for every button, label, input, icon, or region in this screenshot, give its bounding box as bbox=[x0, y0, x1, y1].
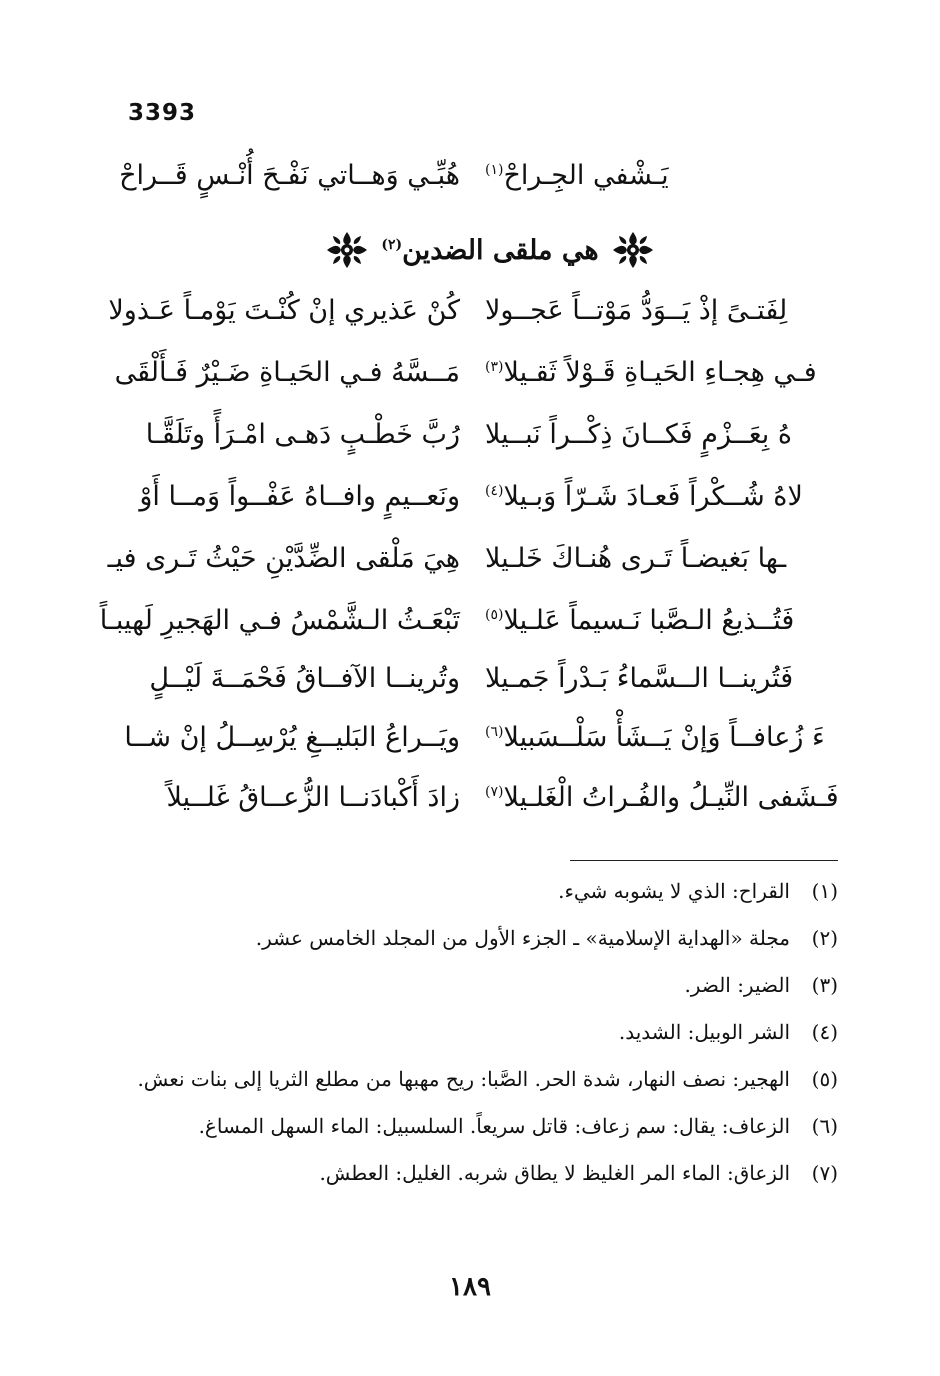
footnote-divider bbox=[570, 860, 838, 861]
first-hemistich: مَــسَّهُ فـي الحَيـاةِ ضَـيْرٌ فَـأَلْقَى bbox=[114, 357, 460, 388]
footnote-number: (٧) bbox=[811, 1161, 838, 1185]
first-hemistich: كُنْ عَذيري إنْ كُنْـتَ يَوْمـاً عَـذولا bbox=[108, 295, 460, 326]
second-hemistich-text: فَـشَفى النِّيـلُ والفُـراتُ الْغَلـيلا bbox=[503, 782, 839, 813]
footnote-number: (٦) bbox=[811, 1114, 838, 1138]
footnote-item bbox=[128, 876, 838, 906]
opening-verse-second-hemistich bbox=[485, 160, 840, 191]
second-hemistich-text: لاهُ شُــكْراً فَعـادَ شَـرّاً وَبـيلا bbox=[503, 481, 803, 512]
second-hemistich bbox=[485, 481, 840, 512]
footnote-mark: (٤) bbox=[485, 483, 504, 499]
footnote-item bbox=[128, 923, 838, 953]
footnote-item bbox=[128, 970, 838, 1000]
verse-line bbox=[120, 782, 840, 813]
second-hemistich-text: ءَ زُعافــاً وَإنْ يَــشَأْ سَلْــسَبيلا bbox=[503, 722, 825, 753]
verse-line bbox=[120, 663, 840, 694]
footnote-item bbox=[128, 1017, 838, 1047]
footnote-number: (٢) bbox=[811, 926, 838, 950]
verse-line bbox=[120, 419, 840, 450]
footnote-item bbox=[128, 1064, 838, 1094]
poem-title-text: هي ملقى الضدين bbox=[402, 234, 599, 266]
opening-verse-first-hemistich: هُبِّـي وَهــاتي نَفْـحَ أُنْـسٍ قَــراحْ bbox=[119, 160, 460, 191]
footnotes-list bbox=[128, 876, 838, 1205]
second-hemistich bbox=[485, 722, 840, 753]
opening-verse bbox=[120, 160, 840, 191]
opening-verse-second-text: يَـشْفي الجِـراحْ bbox=[503, 160, 669, 191]
footnote-mark: (٧) bbox=[485, 784, 504, 800]
footnote-mark: (١) bbox=[485, 162, 504, 178]
footnote-text: مجلة «الهداية الإسلامية» ـ الجزء الأول من المجلد الخامس عشر. bbox=[255, 926, 790, 950]
poem-title-block bbox=[320, 224, 660, 276]
footnote-number: (٥) bbox=[811, 1067, 838, 1091]
first-hemistich: ونَعــيمٍ وافــاهُ عَفْــواً وَمــا أَوْ bbox=[139, 481, 460, 512]
second-hemistich-text: فـي هِجـاءِ الحَيـاةِ قَـوْلاً ثَقـيلا bbox=[503, 357, 817, 388]
footnote-text: القراح: الذي لا يشوبه شيء. bbox=[558, 879, 790, 903]
footnote-number: (٤) bbox=[811, 1020, 838, 1044]
second-hemistich-text: فَتُــذيعُ الـصَّبا نَـسيماً عَلـيلا bbox=[503, 605, 795, 636]
footnote-number: (٣) bbox=[811, 973, 838, 997]
footnote-mark: (٦) bbox=[485, 724, 504, 740]
footnote-text: الزعاف: يقال: سم زعاف: قاتل سريعاً. السلسبيل: الماء السهل المساغ. bbox=[198, 1114, 790, 1138]
footnote-text: الزعاق: الماء المر الغليظ لا يطاق شربه. الغليل: العطش. bbox=[319, 1161, 790, 1185]
first-hemistich: رُبَّ خَطْـبٍ دَهـى امْـرَأً وتَلَقَّـا bbox=[145, 419, 460, 450]
footnote-mark: (٣) bbox=[485, 359, 504, 375]
footnote-mark: (٢) bbox=[381, 236, 403, 253]
second-hemistich bbox=[485, 605, 840, 636]
second-hemistich-text: هُ بِعَــزْمٍ فَكــانَ ذِكْــراً نَبــيلا bbox=[485, 419, 792, 450]
verse-line bbox=[99, 605, 840, 636]
second-hemistich bbox=[485, 357, 840, 388]
verse-line bbox=[120, 481, 840, 512]
verse-line bbox=[114, 357, 840, 388]
page-number: ١٨٩ bbox=[449, 1272, 491, 1302]
verse-line bbox=[120, 722, 840, 753]
footnote-text: الضير: الضر. bbox=[684, 973, 790, 997]
footnote-text: الشر الوبيل: الشديد. bbox=[618, 1020, 790, 1044]
verse-line bbox=[107, 543, 840, 574]
poem-title bbox=[381, 235, 598, 266]
first-hemistich: هِيَ مَلْقى الضِّدَّيْنِ حَيْثُ تَـرى فيـ bbox=[107, 543, 460, 574]
second-hemistich bbox=[485, 543, 840, 574]
second-hemistich-text: لِفَتـىً إذْ يَــوَدُّ مَوْتــاً عَجــولا bbox=[485, 295, 788, 326]
footnote-text: الهجير: نصف النهار، شدة الحر. الصَّبا: ريح مهبها من مطلع الثريا إلى بنات نعش. bbox=[137, 1067, 790, 1091]
footnote-item bbox=[128, 1158, 838, 1188]
first-hemistich: ويَــراعُ البَليــغِ يُرْسِــلُ إنْ شــا bbox=[124, 722, 460, 753]
second-hemistich bbox=[485, 782, 840, 813]
verse-line bbox=[108, 295, 840, 326]
second-hemistich-text: فَتُرينــا الــسَّماءُ بَـدْراً جَمـيلا bbox=[485, 663, 794, 694]
footnote-mark: (٥) bbox=[485, 607, 504, 623]
second-hemistich-text: ـها بَغيضـاً تَـرى هُنـاكَ خَلـيلا bbox=[485, 543, 787, 574]
footnote-number: (١) bbox=[811, 879, 838, 903]
first-hemistich: وتُرينــا الآفــاقُ فَحْمَــةَ لَيْــلٍ bbox=[149, 663, 460, 694]
second-hemistich bbox=[485, 295, 840, 326]
scan-number: 3393 bbox=[128, 100, 197, 126]
floral-ornament-icon bbox=[325, 230, 369, 270]
second-hemistich bbox=[485, 419, 840, 450]
first-hemistich: تَبْعَـثُ الـشَّمْسُ فـي الهَجيرِ لَهيبـاً bbox=[99, 605, 460, 636]
footnote-item bbox=[128, 1111, 838, 1141]
first-hemistich: زادَ أَكْبادَنــا الزُّعــاقُ غَلــيلاً bbox=[166, 782, 460, 813]
floral-ornament-icon bbox=[611, 230, 655, 270]
second-hemistich bbox=[485, 663, 840, 694]
